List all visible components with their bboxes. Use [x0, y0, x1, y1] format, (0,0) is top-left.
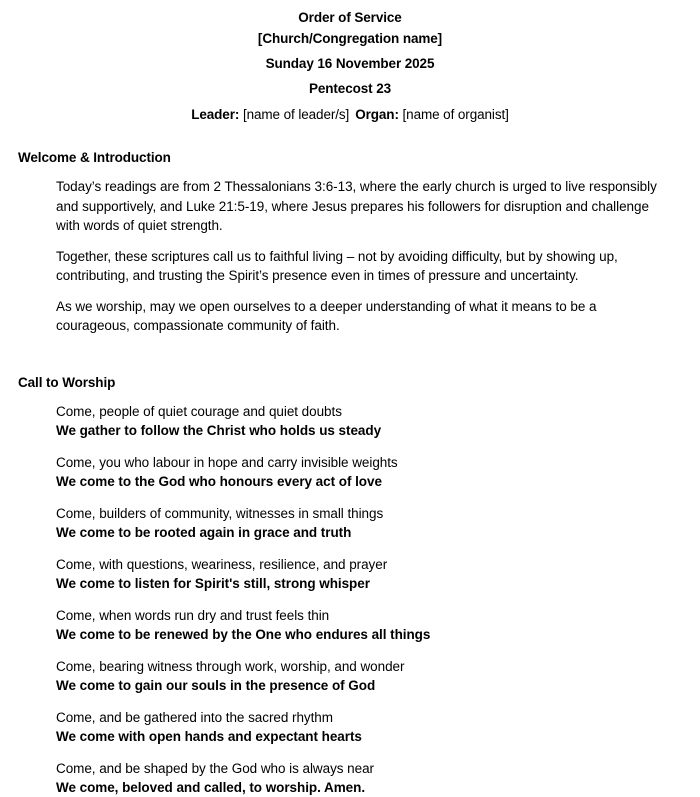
title-block: [0, 0, 700, 125]
welcome-paragraph: Today’s readings are from 2 Thessalonians 3:6-13, where the early church is urged to live responsibly and supportively, and Luke 21:5-19, where Jesus prepares his followers for disruption and challenge with words of quiet strength.: [56, 179, 657, 233]
call-response-pair: [56, 708, 700, 746]
organ-value: [name of organist]: [402, 107, 509, 122]
call-response-pair: [56, 555, 700, 593]
call-line: Come, and be gathered into the sacred rhythm: [56, 709, 333, 725]
welcome-section-heading: Welcome & Introduction: [18, 150, 171, 165]
welcome-paragraph: As we worship, may we open ourselves to a deeper understanding of what it means to be a courageous, compassionate community of faith.: [56, 298, 597, 333]
call-line: Come, you who labour in hope and carry invisible weights: [56, 454, 398, 470]
leader-organ-line: [0, 104, 700, 125]
document-title: Order of Service: [298, 10, 402, 25]
welcome-body: [56, 177, 662, 336]
response-line: We come to be rooted again in grace and truth: [56, 524, 352, 540]
response-line: We come to be renewed by the One who endures all things: [56, 626, 431, 642]
call-line: Come, builders of community, witnesses in small things: [56, 505, 384, 521]
call-line: Come, when words run dry and trust feels thin: [56, 607, 330, 623]
call-response-pair: [56, 657, 700, 695]
call-response-pair: [56, 504, 700, 542]
call-line: Come, bearing witness through work, worship, and wonder: [56, 658, 405, 674]
call-line: Come, people of quiet courage and quiet doubts: [56, 403, 342, 419]
call-line: Come, and be shaped by the God who is always near: [56, 760, 374, 776]
call-line: Come, with questions, weariness, resilience, and prayer: [56, 556, 388, 572]
call-response-pair: [56, 759, 700, 797]
call-response-pair: [56, 453, 700, 491]
response-line: We gather to follow the Christ who holds us steady: [56, 422, 382, 438]
call-response-pair: [56, 402, 700, 440]
call-to-worship-heading: Call to Worship: [18, 374, 116, 390]
response-line: We come with open hands and expectant hearts: [56, 728, 362, 744]
congregation-name-placeholder: [Church/Congregation name]: [257, 31, 443, 46]
response-line: We come to gain our souls in the presence of God: [56, 677, 376, 693]
call-response-pair: [56, 606, 700, 644]
leader-label: Leader:: [191, 107, 240, 122]
response-line: We come, beloved and called, to worship. Amen.: [56, 779, 366, 795]
service-date: Sunday 16 November 2025: [265, 56, 435, 71]
response-line: We come to the God who honours every act of love: [56, 473, 382, 489]
response-line: We come to listen for Spirit's still, strong whisper: [56, 575, 370, 591]
liturgical-day: Pentecost 23: [308, 81, 392, 96]
welcome-paragraph: Together, these scriptures call us to faithful living – not by avoiding difficulty, but by showing up, contributing, and trusting the Spirit’s presence even in times of pressure and uncertainty.: [56, 248, 618, 283]
call-and-response-list: [56, 402, 700, 797]
leader-value: [name of leader/s]: [242, 107, 350, 122]
organ-label: Organ:: [355, 107, 399, 122]
